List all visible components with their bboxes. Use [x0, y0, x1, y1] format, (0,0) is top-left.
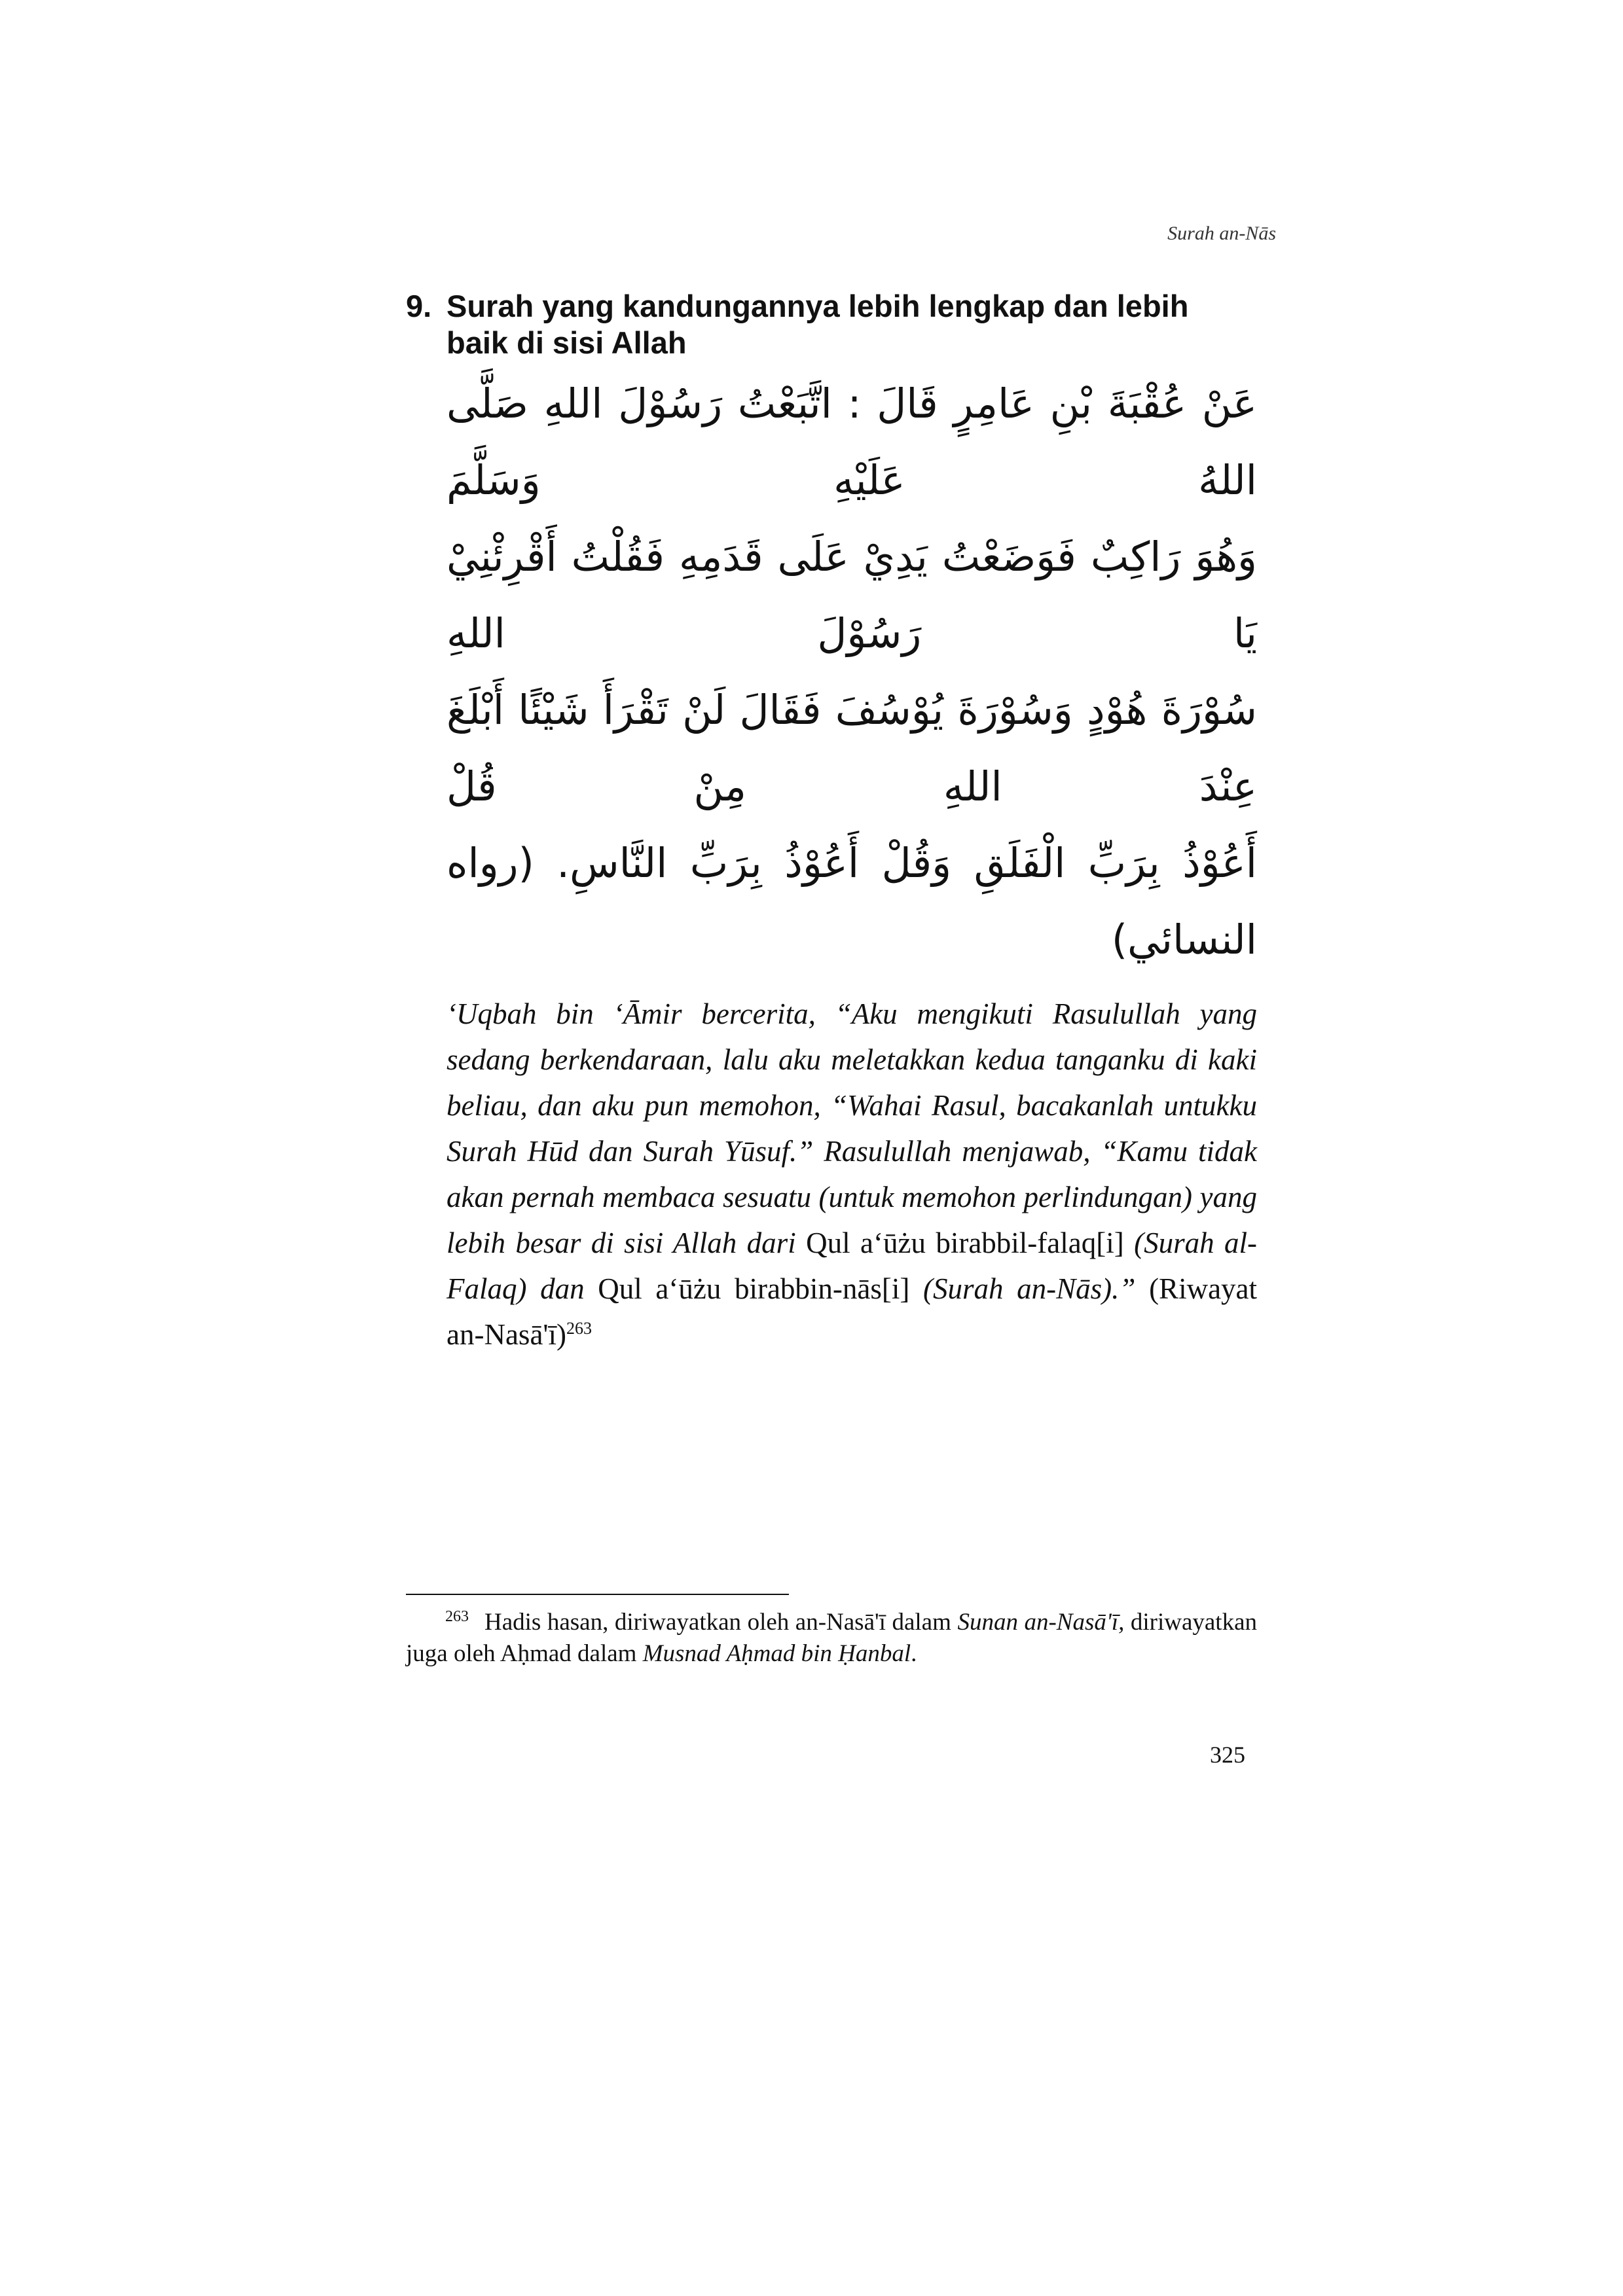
- footnote-number: 263: [445, 1607, 469, 1625]
- arabic-hadith-text: [406, 365, 1257, 978]
- footnote-source: Sunan an-Nasā'ī,: [957, 1609, 1125, 1636]
- footnote-end: .: [911, 1640, 917, 1667]
- translation-text: (Surah an-Nās).”: [923, 1272, 1136, 1305]
- footnote: [406, 1607, 1257, 1670]
- arabic-line: عَنْ عُقْبَةَ بْنِ عَامِرٍ قَالَ : اتَّبَعْتُ رَسُوْلَ اللهِ صَلَّى اللهُ عَلَيْهِ وَسَلَّمَ: [447, 380, 1257, 504]
- footnote-source: Musnad Aḥmad bin Ḥanbal: [642, 1640, 911, 1667]
- transliteration: Qul a‘ūżu birabbil-falaq[i]: [806, 1227, 1124, 1259]
- page-number: 325: [1210, 1742, 1245, 1768]
- arabic-line: أَعُوْذُ بِرَبِّ الْفَلَقِ وَقُلْ أَعُوْذُ بِرَبِّ النَّاسِ. (رواه النسائي): [447, 839, 1257, 963]
- section-heading: [406, 288, 1257, 361]
- footnote-reference[interactable]: 263: [566, 1319, 593, 1338]
- translation-paragraph: [447, 991, 1257, 1357]
- footnote-text: Hadis hasan, diriwayatkan oleh an-Nasā'ī dalam: [484, 1609, 951, 1636]
- section-title: Surah yang kandungannya lebih lengkap dan lebih baik di sisi Allah: [447, 289, 1189, 360]
- arabic-line: سُوْرَةَ هُوْدٍ وَسُوْرَةَ يُوْسُفَ فَقَالَ لَنْ تَقْرَأَ شَيْئًا أَبْلَغَ عِنْدَ اللهِ مِنْ قُلْ: [447, 686, 1257, 810]
- section-number: 9.: [406, 289, 432, 323]
- arabic-line: وَهُوَ رَاكِبٌ فَوَضَعْتُ يَدِيْ عَلَى قَدَمِهِ فَقُلْتُ أَقْرِئْنِيْ يَا رَسُوْلَ اللهِ: [447, 533, 1257, 657]
- hadith-source: (Riwayat an-Nasā'ī): [447, 1272, 1258, 1351]
- translation-text: ‘Uqbah bin ‘Āmir bercerita, “Aku mengikuti Rasulullah yang sedang berkendaraan, lalu aku meletakkan kedua tanganku di kaki beliau, dan aku pun memohon, “Wahai Rasul, bacakanlah untukku Surah Hūd dan Surah Yūsuf.” Rasulullah menjawab, “Kamu tidak akan pernah membaca sesuatu (untuk memohon perlindungan) yang lebih besar di sisi Allah dari: [447, 997, 1257, 1259]
- running-header: Surah an-Nās: [1167, 223, 1276, 244]
- hadith-section: [406, 288, 1257, 1357]
- translation-text: (Surah al-Falaq) dan: [447, 1227, 1257, 1305]
- footnote-divider: [406, 1594, 789, 1595]
- footnote-text: diriwayatkan juga oleh Aḥmad dalam: [406, 1609, 1258, 1667]
- transliteration: Qul a‘ūżu birabbin-nās[i]: [598, 1272, 910, 1305]
